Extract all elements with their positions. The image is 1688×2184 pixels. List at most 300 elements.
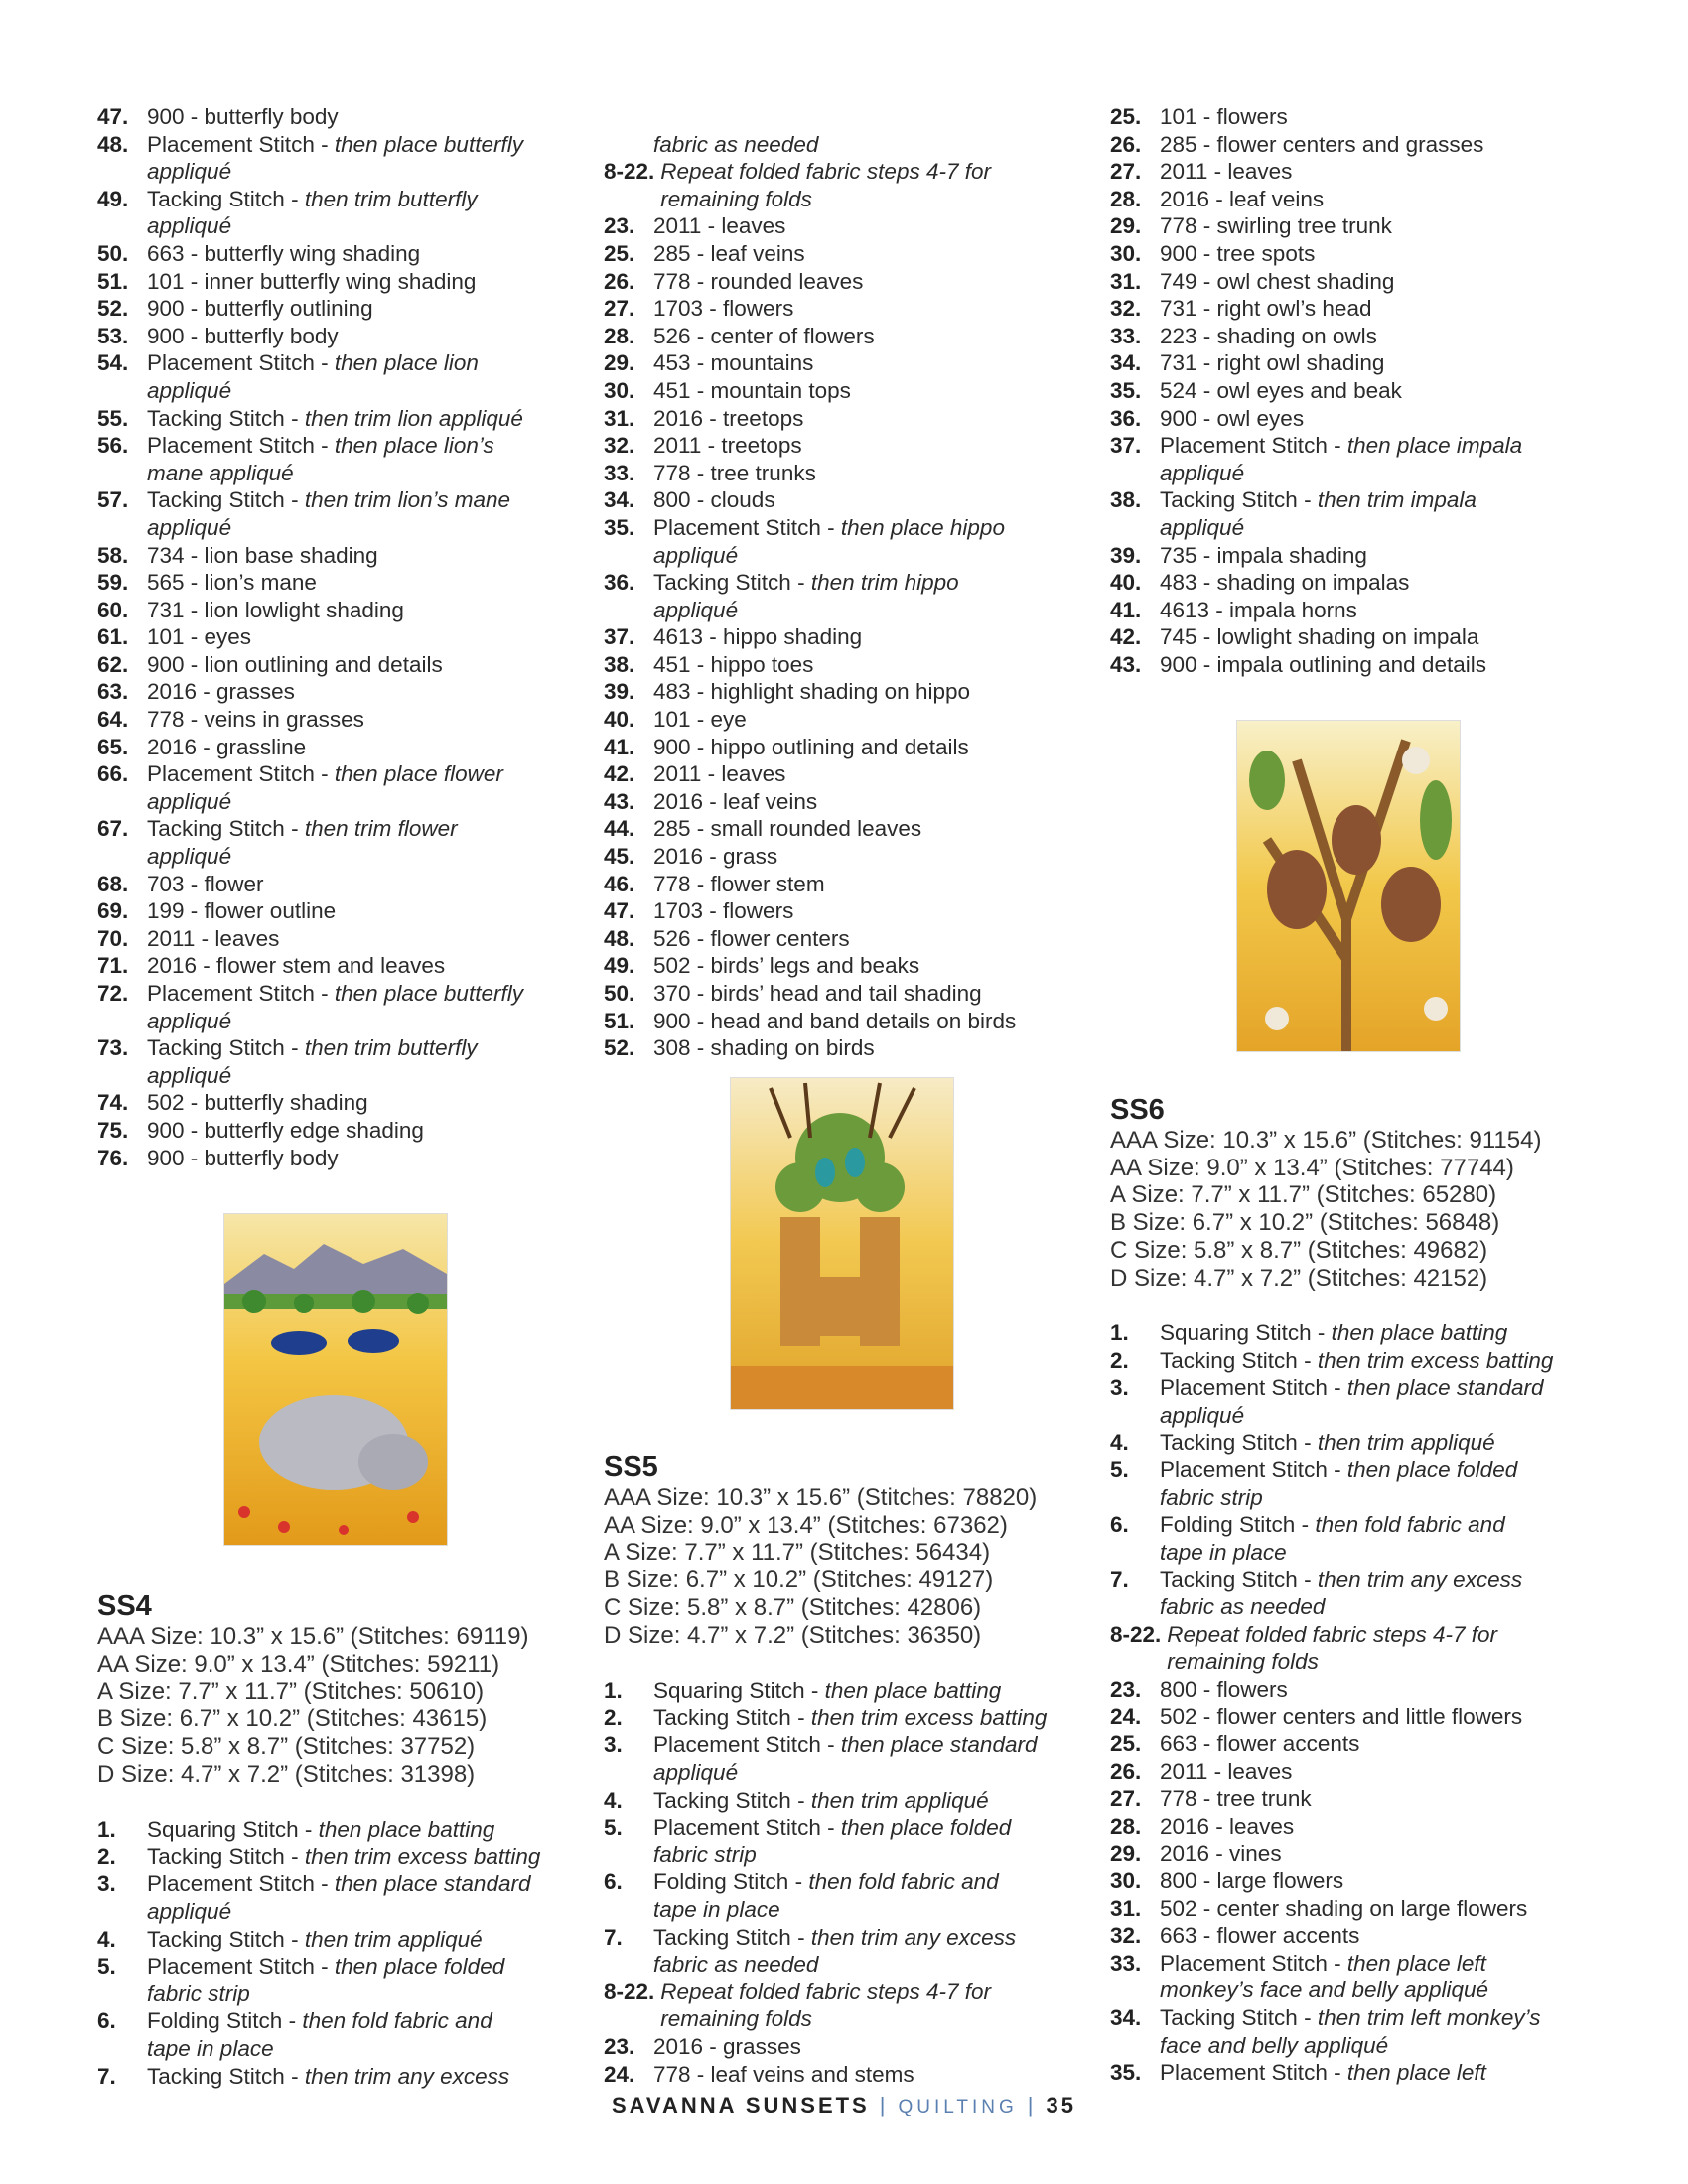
list-item xyxy=(1110,349,1607,377)
item-text xyxy=(147,980,594,1034)
item-label: Tacking Stitch - xyxy=(147,816,305,842)
item-text xyxy=(653,651,1100,679)
item-text xyxy=(653,871,1100,898)
item-number: 26. xyxy=(1110,131,1142,157)
item-text xyxy=(147,486,594,541)
item-label: 4613 - impala horns xyxy=(1160,597,1357,622)
item-text xyxy=(147,432,594,486)
item-label: 900 - butterfly body xyxy=(147,323,339,348)
item-text xyxy=(147,815,594,870)
item-text xyxy=(1160,1950,1626,2004)
list-item xyxy=(1110,240,1607,268)
item-text xyxy=(1160,1456,1626,1511)
size-line: AAA Size: 10.3” x 15.6” (Stitches: 91154) xyxy=(1110,1127,1542,1154)
item-instruction: then place butterfly xyxy=(334,131,523,157)
item-text xyxy=(147,871,594,898)
item-number: 43. xyxy=(604,788,635,814)
item-label: Folding Stitch - xyxy=(1160,1512,1316,1538)
item-label: Placement Stitch - xyxy=(653,1732,841,1758)
item-continuation: mane appliqué xyxy=(147,460,294,485)
item-instruction: then fold fabric and xyxy=(808,1869,999,1895)
item-text xyxy=(147,295,594,323)
item-number: 41. xyxy=(1110,597,1142,622)
item-text xyxy=(147,323,594,350)
list-item xyxy=(97,1117,594,1145)
item-text xyxy=(147,542,594,570)
item-text xyxy=(1160,1922,1626,1950)
list-item xyxy=(97,980,594,1034)
list-item xyxy=(604,706,1100,734)
item-label: 663 - flower accents xyxy=(1160,1731,1360,1757)
item-number: 47. xyxy=(97,104,129,129)
item-text xyxy=(653,240,1100,268)
item-text xyxy=(660,1979,1110,2033)
list-item xyxy=(1110,268,1607,296)
item-label: 900 - tree spots xyxy=(1160,240,1316,266)
item-number: 60. xyxy=(97,597,129,622)
item-instruction: then place standard xyxy=(334,1871,531,1897)
list-item xyxy=(97,542,594,570)
item-continuation: face and belly appliqué xyxy=(1160,2032,1389,2058)
item-text xyxy=(147,240,594,268)
item-text xyxy=(1160,1730,1626,1758)
item-number: 23. xyxy=(604,2033,635,2059)
item-label: 900 - butterfly body xyxy=(147,1145,339,1170)
item-number: 4. xyxy=(1110,1430,1129,1455)
item-label: 900 - hippo outlining and details xyxy=(653,734,969,759)
item-number: 8-22. xyxy=(604,159,655,185)
item-label: 2011 - leaves xyxy=(1160,159,1293,185)
item-text xyxy=(147,1843,604,1871)
item-text xyxy=(1160,1841,1626,1868)
item-label: 285 - leaf veins xyxy=(653,240,805,266)
item-text xyxy=(1160,569,1607,597)
list-item xyxy=(604,815,1100,843)
item-text xyxy=(147,651,594,679)
item-text xyxy=(653,514,1100,569)
item-text xyxy=(1167,1621,1626,1676)
item-text xyxy=(147,405,594,433)
item-number: 64. xyxy=(97,707,129,733)
ss6-block xyxy=(1110,1087,1626,2087)
item-number: 75. xyxy=(97,1117,129,1143)
item-instruction: then trim excess batting xyxy=(1317,1347,1554,1373)
list-item xyxy=(604,952,1100,980)
list-item xyxy=(604,734,1100,761)
list-item xyxy=(97,760,594,815)
item-number: 66. xyxy=(97,761,129,787)
list-item xyxy=(604,1008,1100,1035)
item-text xyxy=(147,2063,604,2091)
item-text xyxy=(147,186,594,240)
item-text xyxy=(1160,2059,1626,2087)
item-continuation: appliqué xyxy=(147,1899,232,1924)
item-instruction: then trim any excess xyxy=(304,2063,510,2089)
item-label: Tacking Stitch - xyxy=(653,570,811,596)
item-label: Placement Stitch - xyxy=(147,761,335,787)
item-label: 526 - center of flowers xyxy=(653,323,875,348)
list-item xyxy=(604,405,1100,433)
item-number: 32. xyxy=(1110,296,1142,322)
item-text xyxy=(147,678,594,706)
item-text xyxy=(1160,1785,1626,1813)
item-number: 76. xyxy=(97,1145,129,1170)
item-instruction: then trim flower xyxy=(304,816,458,842)
list-item xyxy=(97,1926,604,1954)
item-label: Placement Stitch - xyxy=(147,131,335,157)
list-item xyxy=(1110,1511,1626,1566)
list-item xyxy=(97,623,594,651)
item-number: 27. xyxy=(1110,159,1142,185)
size-line: C Size: 5.8” x 8.7” (Stitches: 37752) xyxy=(97,1732,476,1760)
size-line: AA Size: 9.0” x 13.4” (Stitches: 59211) xyxy=(97,1650,500,1678)
item-label: Tacking Stitch - xyxy=(147,186,305,211)
ss4-block xyxy=(97,1583,604,2090)
item-label: 731 - right owl’s head xyxy=(1160,296,1372,322)
item-label: Tacking Stitch - xyxy=(653,1924,811,1950)
item-continuation: fabric as needed xyxy=(653,1952,819,1978)
list-item xyxy=(1110,1758,1626,1786)
item-label: 2016 - vines xyxy=(1160,1841,1282,1866)
list-item xyxy=(1110,186,1607,213)
list-item xyxy=(604,103,1100,158)
list-item xyxy=(1110,1785,1626,1813)
item-text xyxy=(147,597,594,624)
item-number: 33. xyxy=(1110,1950,1142,1976)
item-instruction: then place hippo xyxy=(840,514,1005,540)
item-instruction: then trim appliqué xyxy=(1317,1430,1495,1455)
item-number: 39. xyxy=(604,679,635,705)
item-continuation: appliqué xyxy=(147,788,232,814)
item-label: 731 - lion lowlight shading xyxy=(147,597,404,622)
item-instruction: then place flower xyxy=(334,761,503,787)
list-item xyxy=(1110,1676,1626,1704)
item-text xyxy=(653,952,1100,980)
list-item xyxy=(604,678,1100,706)
item-number: 38. xyxy=(1110,487,1142,513)
item-label: 735 - impala shading xyxy=(1160,542,1367,568)
item-text xyxy=(1160,349,1607,377)
item-label: 1703 - flowers xyxy=(653,296,794,322)
list-item xyxy=(604,569,1100,623)
item-instruction: then fold fabric and xyxy=(1315,1512,1505,1538)
item-text xyxy=(653,623,1100,651)
item-text xyxy=(1160,486,1607,541)
list-item xyxy=(1110,651,1607,679)
size-line: A Size: 7.7” x 11.7” (Stitches: 56434) xyxy=(604,1539,991,1567)
item-label: 451 - hippo toes xyxy=(653,651,814,677)
item-number: 52. xyxy=(604,1035,635,1061)
item-number: 33. xyxy=(604,460,635,485)
item-text xyxy=(653,1787,1110,1815)
item-number: 37. xyxy=(1110,433,1142,459)
list-item xyxy=(604,788,1100,816)
item-continuation: appliqué xyxy=(653,1760,739,1785)
item-label: 101 - eye xyxy=(653,707,747,733)
item-label: 2016 - leaf veins xyxy=(653,788,818,814)
list-item xyxy=(97,897,594,925)
list-item xyxy=(604,349,1100,377)
list-item xyxy=(1110,323,1607,350)
list-item xyxy=(604,1868,1110,1923)
item-label: Placement Stitch - xyxy=(653,1815,841,1841)
list-item xyxy=(97,1034,594,1089)
item-text xyxy=(147,1117,594,1145)
list-item xyxy=(604,843,1100,871)
item-text xyxy=(653,1034,1100,1062)
item-text xyxy=(653,1677,1110,1705)
item-continuation: remaining folds xyxy=(660,2006,812,2032)
list-item xyxy=(1110,1347,1626,1375)
list-item xyxy=(1110,1813,1626,1841)
size-line: A Size: 7.7” x 11.7” (Stitches: 50610) xyxy=(97,1678,485,1706)
item-number: 70. xyxy=(97,925,129,951)
item-label: Tacking Stitch - xyxy=(1160,1567,1318,1592)
item-number: 30. xyxy=(1110,240,1142,266)
size-line: D Size: 4.7” x 7.2” (Stitches: 36350) xyxy=(604,1621,982,1649)
list-item xyxy=(1110,158,1607,186)
list-item xyxy=(604,1924,1110,1979)
item-continuation: fabric strip xyxy=(1160,1484,1263,1510)
item-number: 37. xyxy=(604,624,635,650)
item-number: 26. xyxy=(604,268,635,294)
list-item xyxy=(604,1731,1110,1786)
list-item xyxy=(1110,542,1607,570)
list-item xyxy=(1110,1841,1626,1868)
item-text xyxy=(653,2033,1110,2061)
item-label: 2011 - leaves xyxy=(653,761,786,787)
list-item xyxy=(1110,623,1607,651)
list-item xyxy=(97,240,594,268)
list-item xyxy=(1110,1895,1626,1923)
item-text xyxy=(1160,158,1607,186)
list-item xyxy=(604,651,1100,679)
item-number: 63. xyxy=(97,679,129,705)
item-label: Placement Stitch - xyxy=(1160,2060,1347,2086)
item-instruction: then trim appliqué xyxy=(810,1787,989,1813)
list-item xyxy=(604,1705,1110,1732)
item-label: 1703 - flowers xyxy=(653,898,794,924)
design-title: SS4 xyxy=(97,1590,152,1622)
item-text xyxy=(653,1008,1100,1035)
item-label: 800 - large flowers xyxy=(1160,1868,1344,1894)
item-number: 5. xyxy=(97,1954,116,1979)
list-item xyxy=(604,212,1100,240)
item-number: 26. xyxy=(1110,1758,1142,1784)
item-continuation: appliqué xyxy=(147,377,232,403)
item-label: Tacking Stitch - xyxy=(147,487,305,513)
item-instruction: then place folded xyxy=(840,1815,1012,1841)
item-number: 52. xyxy=(97,296,129,322)
item-number: 35. xyxy=(1110,377,1142,403)
list-item xyxy=(604,1034,1100,1062)
item-label: 483 - shading on impalas xyxy=(1160,570,1410,596)
item-number: 30. xyxy=(604,377,635,403)
list-item xyxy=(1110,131,1607,159)
item-instruction: then place standard xyxy=(840,1732,1038,1758)
item-text xyxy=(1160,1374,1626,1429)
footer-title: SAVANNA SUNSETS xyxy=(612,2093,870,2117)
item-text xyxy=(147,103,594,131)
item-continuation: appliqué xyxy=(147,1008,232,1033)
item-label: 2011 - leaves xyxy=(147,925,280,951)
item-number: 6. xyxy=(604,1869,623,1895)
item-label: Tacking Stitch - xyxy=(1160,487,1318,513)
item-instruction: then place batting xyxy=(318,1817,495,1843)
item-number: 73. xyxy=(97,1035,129,1061)
item-label: Tacking Stitch - xyxy=(147,1035,305,1061)
list-item xyxy=(604,2033,1110,2061)
item-label: Tacking Stitch - xyxy=(653,1705,811,1730)
item-instruction: then place left xyxy=(1346,2060,1486,2086)
item-text xyxy=(653,486,1100,514)
list-item xyxy=(1110,2059,1626,2087)
item-number: 24. xyxy=(604,2061,635,2087)
item-label: Tacking Stitch - xyxy=(147,1926,305,1952)
item-number: 58. xyxy=(97,542,129,568)
item-text xyxy=(1160,295,1607,323)
item-instruction: then place batting xyxy=(1331,1320,1508,1346)
list-item xyxy=(97,1953,604,2007)
item-label: 731 - right owl shading xyxy=(1160,350,1385,376)
item-number: 44. xyxy=(604,816,635,842)
item-label: Placement Stitch - xyxy=(147,350,335,376)
item-number: 62. xyxy=(97,651,129,677)
item-instruction: Repeat folded fabric steps 4-7 for xyxy=(660,159,991,185)
list-item xyxy=(604,460,1100,487)
item-continuation: appliqué xyxy=(1160,460,1245,485)
item-text xyxy=(147,897,594,925)
list-item xyxy=(604,897,1100,925)
item-instruction: then trim any excess xyxy=(1317,1567,1523,1592)
item-text xyxy=(1160,1567,1626,1621)
item-text xyxy=(653,980,1100,1008)
item-number: 67. xyxy=(97,816,129,842)
item-label: 524 - owl eyes and beak xyxy=(1160,377,1402,403)
item-label: 800 - clouds xyxy=(653,487,775,513)
item-label: Placement Stitch - xyxy=(147,433,335,459)
design-title: SS5 xyxy=(604,1451,658,1483)
item-text xyxy=(1160,542,1607,570)
size-line: B Size: 6.7” x 10.2” (Stitches: 43615) xyxy=(97,1706,488,1733)
list-item xyxy=(604,158,1100,212)
item-number: 29. xyxy=(1110,213,1142,239)
list-item xyxy=(97,925,594,953)
item-label: Squaring Stitch - xyxy=(653,1678,825,1704)
item-text xyxy=(147,131,594,186)
item-label: Placement Stitch - xyxy=(1160,1950,1347,1976)
item-label: 453 - mountains xyxy=(653,350,814,376)
item-text xyxy=(653,788,1100,816)
item-instruction: then place butterfly xyxy=(334,981,523,1006)
item-text xyxy=(660,158,1100,212)
item-instruction: then trim butterfly xyxy=(304,186,478,211)
footer-section: QUILTING xyxy=(898,2097,1018,2117)
item-label: Placement Stitch - xyxy=(1160,1375,1347,1401)
item-label: Tacking Stitch - xyxy=(147,2063,305,2089)
item-instruction: then trim any excess xyxy=(810,1924,1017,1950)
ss4-hippo-artwork xyxy=(223,1213,448,1546)
item-number xyxy=(604,103,653,158)
item-continuation: tape in place xyxy=(653,1896,780,1922)
size-line: D Size: 4.7” x 7.2” (Stitches: 42152) xyxy=(1110,1264,1488,1292)
item-label: 663 - flower accents xyxy=(1160,1923,1360,1949)
item-text xyxy=(1160,1704,1626,1731)
item-instruction: then place folded xyxy=(334,1954,505,1979)
item-text xyxy=(1160,1347,1626,1375)
item-number: 71. xyxy=(97,953,129,979)
item-label: Placement Stitch - xyxy=(1160,433,1347,459)
item-text xyxy=(653,268,1100,296)
list-item xyxy=(97,268,594,296)
item-number: 33. xyxy=(1110,323,1142,348)
item-text xyxy=(1160,103,1607,131)
steps-list xyxy=(97,1816,604,2090)
item-number: 36. xyxy=(604,570,635,596)
item-number: 31. xyxy=(1110,1895,1142,1921)
list-item xyxy=(97,1145,594,1172)
item-label: 745 - lowlight shading on impala xyxy=(1160,624,1479,650)
item-continuation: remaining folds xyxy=(660,186,812,211)
item-continuation: appliqué xyxy=(1160,514,1245,540)
item-continuation: appliqué xyxy=(653,542,739,568)
list-item xyxy=(604,1979,1110,2033)
item-number: 7. xyxy=(97,2063,116,2089)
item-label: 526 - flower centers xyxy=(653,925,850,951)
item-number: 31. xyxy=(604,405,635,431)
item-text xyxy=(1160,1895,1626,1923)
list-item xyxy=(97,405,594,433)
list-item xyxy=(97,815,594,870)
item-number: 51. xyxy=(97,268,129,294)
item-text xyxy=(653,1705,1110,1732)
list-item xyxy=(1110,569,1607,597)
steps-list xyxy=(1110,1319,1626,2087)
item-number: 29. xyxy=(1110,1841,1142,1866)
item-number: 34. xyxy=(1110,350,1142,376)
list-item xyxy=(604,377,1100,405)
item-label: 4613 - hippo shading xyxy=(653,624,863,650)
item-label: 199 - flower outline xyxy=(147,898,337,924)
item-label: Tacking Stitch - xyxy=(147,1843,305,1869)
item-number: 43. xyxy=(1110,651,1142,677)
list-item xyxy=(604,432,1100,460)
item-number: 74. xyxy=(97,1090,129,1116)
size-line: AA Size: 9.0” x 13.4” (Stitches: 67362) xyxy=(604,1511,1008,1539)
item-label: Squaring Stitch - xyxy=(147,1817,319,1843)
item-label: 778 - flower stem xyxy=(653,871,825,896)
list-item xyxy=(1110,1567,1626,1621)
list-item xyxy=(1110,405,1607,433)
list-item xyxy=(1110,2004,1626,2059)
list-item xyxy=(97,706,594,734)
item-instruction: then trim left monkey’s xyxy=(1317,2005,1541,2031)
item-label: 101 - flowers xyxy=(1160,104,1288,129)
item-number: 36. xyxy=(1110,405,1142,431)
list-item xyxy=(604,514,1100,569)
item-text xyxy=(147,623,594,651)
item-continuation: appliqué xyxy=(147,514,232,540)
item-number: 49. xyxy=(604,953,635,979)
item-instruction: then place impala xyxy=(1346,433,1523,459)
item-text xyxy=(653,1814,1110,1868)
list-item xyxy=(1110,597,1607,624)
item-number: 28. xyxy=(1110,186,1142,211)
item-number: 57. xyxy=(97,487,129,513)
item-text xyxy=(147,1926,604,1954)
item-number: 53. xyxy=(97,323,129,348)
ss5-block xyxy=(604,1444,1110,2088)
